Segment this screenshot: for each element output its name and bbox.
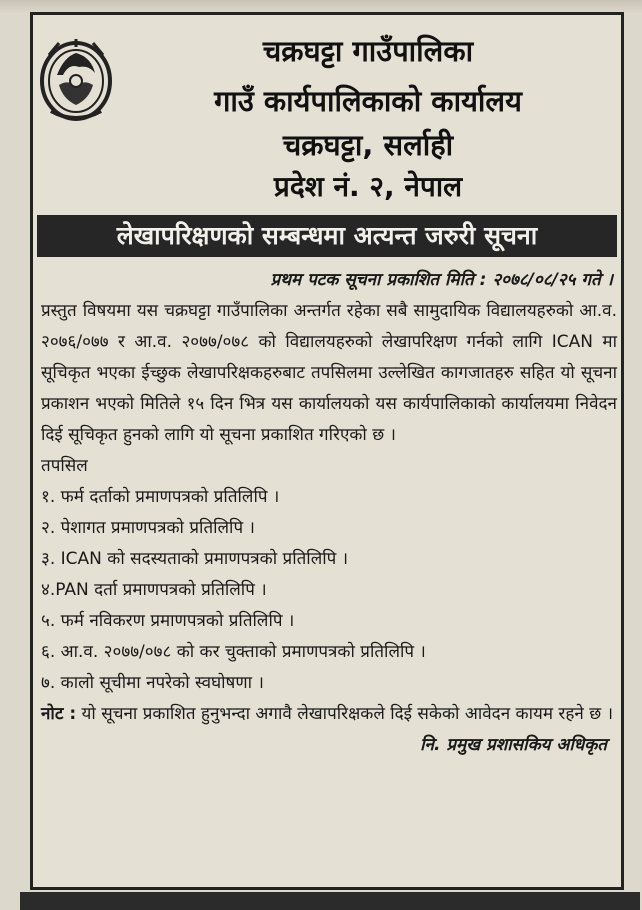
list-item: ३. ICAN को सदस्यताको प्रमाणपत्रको प्रतिलिपि । [41, 549, 349, 569]
note [41, 699, 617, 730]
main-paragraph: प्रस्तुत विषयमा यस चक्रघट्टा गाउँपालिका अन्तर्गत रहेका सबै सामुदायिक विद्यालयहरुको आ.व. २०७६/०७७ र आ.व. २०७७/०७८ को विद्यालयहरुको लेखापरिक्षण गर्नको लागि ICAN मा सूचिकृत भएका ईच्छुक लेखापरिक्षकहरुबाट तपसिलमा उल्लेखित कागजातहरु सहित यो सूचना प्रकाशन भएको मितिले १५ दिन भित्र यस कार्यालयको यस कार्यपालिकाको कार्यालयमा निवेदन दिई सूचिकृत हुनको लागि यो सूचना प्रकाशित गरिएको छ । [41, 301, 617, 445]
list-item: ६. आ.व. २०७७/०७८ को कर चुक्ताको प्रमाणपत्रको प्रतिलिपि । [41, 642, 426, 662]
list-item: १. फर्म दर्ताको प्रमाणपत्रको प्रतिलिपि । [41, 487, 280, 507]
note-text: यो सूचना प्रकाशित हुनुभन्दा अगावै लेखापरिक्षकले दिई सकेको आवेदन कायम रहने छ । [81, 704, 614, 724]
list-heading: तपसिल [41, 456, 88, 476]
publication-date: प्रथम पटक सूचना प्रकाशित मिति : २०७८/०८/२५ गते । [270, 270, 613, 290]
public-notice [30, 12, 624, 890]
note-label: नोट : [41, 704, 77, 724]
notice-title-banner: लेखापरिक्षणको सम्बन्धमा अत्यन्त जरुरी सूचना [37, 215, 617, 257]
bottom-edge [20, 892, 640, 910]
office-name: गाउँ कार्यपालिकाको कार्यालय [214, 84, 522, 118]
municipality-name: चक्रघट्टा गाउँपालिका [262, 34, 474, 68]
nepal-emblem-icon [39, 35, 113, 123]
signature: नि. प्रमुख प्रशासकिय अधिकृत [420, 735, 607, 755]
list-item: ५. फर्म नविकरण प्रमाणपत्रको प्रतिलिपि । [41, 611, 295, 631]
list-item: ७. कालो सूचीमा नपरेको स्वघोषणा । [41, 673, 264, 693]
list-item: २. पेशागत प्रमाणपत्रको प्रतिलिपि । [41, 518, 255, 538]
notice-body [41, 265, 617, 761]
office-location: चक्रघट्टा, सर्लाही [282, 128, 454, 162]
province-line: प्रदेश नं. २, नेपाल [273, 170, 463, 203]
notice-header [33, 15, 621, 203]
list-item: ४.PAN दर्ता प्रमाणपत्रको प्रतिलिपि । [41, 580, 267, 600]
